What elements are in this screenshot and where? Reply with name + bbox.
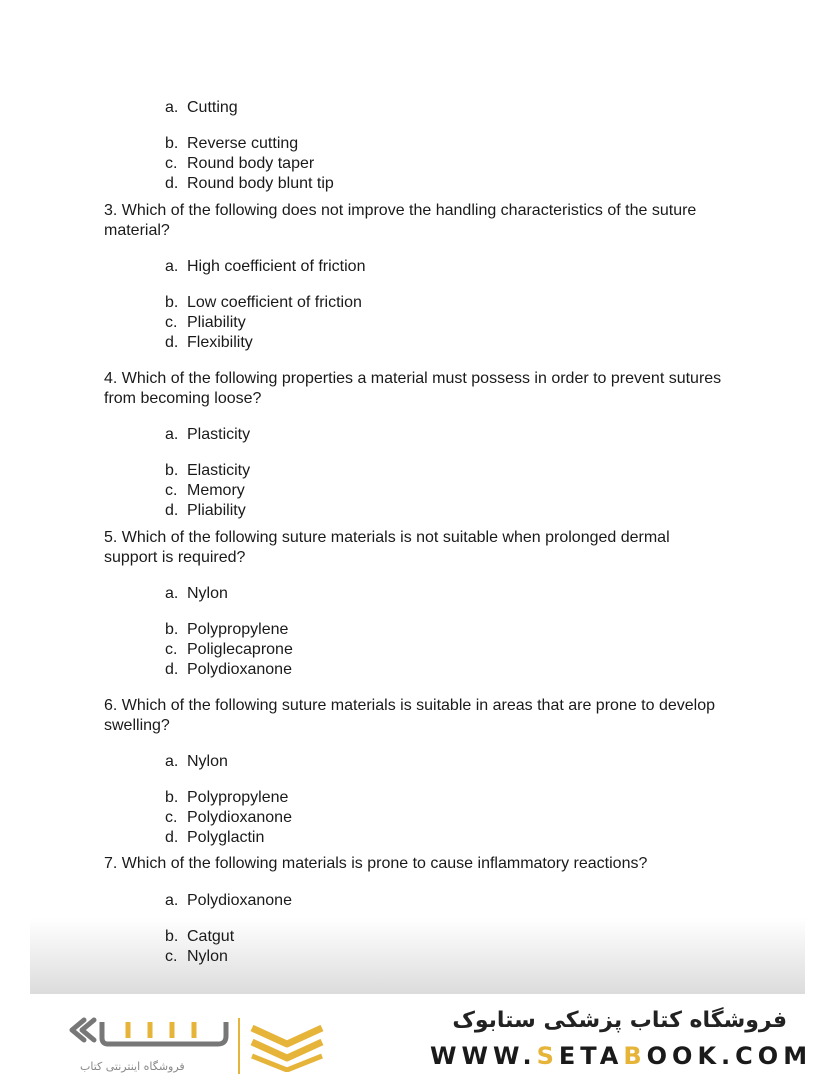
q5-option-c: c. Poliglecaprone [165, 641, 293, 658]
question-7: 7. Which of the following materials is prone to cause inflammatory reactions? [104, 855, 648, 872]
q2-option-d: d. Round body blunt tip [165, 175, 334, 192]
q6-option-c: c. Polydioxanone [165, 809, 292, 826]
logo-divider [238, 1018, 240, 1074]
q4-option-a: a. Plasticity [165, 426, 251, 443]
question-4: 4. Which of the following properties a material must possess in order to prevent sutures from becoming loose? [104, 370, 722, 407]
question-6: 6. Which of the following suture materials is suitable in areas that are prone to develop swelling? [104, 697, 715, 734]
q7-option-a: a. Polydioxanone [165, 892, 292, 909]
q5-option-d: d. Polydioxanone [165, 661, 292, 678]
q5-option-b: b. Polypropylene [165, 621, 289, 638]
q2-option-a: a. Cutting [165, 99, 238, 116]
q3-option-a: a. High coefficient of friction [165, 258, 366, 275]
q5-option-a: a. Nylon [165, 585, 228, 602]
q3-option-d: d. Flexibility [165, 334, 253, 351]
setabook-logo [68, 1012, 233, 1067]
q4-option-d: d. Pliability [165, 502, 246, 519]
setabook-wordmark-icon [68, 1012, 233, 1062]
q7-option-c: c. Nylon [165, 948, 228, 965]
logo-subtitle: فروشگاه اینترنتی کتاب [80, 1060, 185, 1073]
q2-option-c: c. Round body taper [165, 155, 315, 172]
store-name: فروشگاه کتاب پزشکی ستابوک [452, 1008, 787, 1033]
q6-option-d: d. Polyglactin [165, 829, 265, 846]
page-bottom-shadow [30, 918, 805, 994]
question-5: 5. Which of the following suture materials is not suitable when prolonged dermal support is required? [104, 529, 670, 566]
q4-option-b: b. Elasticity [165, 462, 251, 479]
q4-option-c: c. Memory [165, 482, 245, 499]
book-stack-icon [248, 1016, 326, 1077]
q7-option-b: b. Catgut [165, 928, 235, 945]
q3-option-b: b. Low coefficient of friction [165, 294, 362, 311]
q6-option-a: a. Nylon [165, 753, 228, 770]
q3-option-c: c. Pliability [165, 314, 246, 331]
question-3: 3. Which of the following does not improve the handling characteristics of the suture material? [104, 202, 697, 239]
q2-option-b: b. Reverse cutting [165, 135, 299, 152]
q6-option-b: b. Polypropylene [165, 789, 289, 806]
website-url[interactable]: WWW.SETABOOK.COM [430, 1042, 813, 1070]
